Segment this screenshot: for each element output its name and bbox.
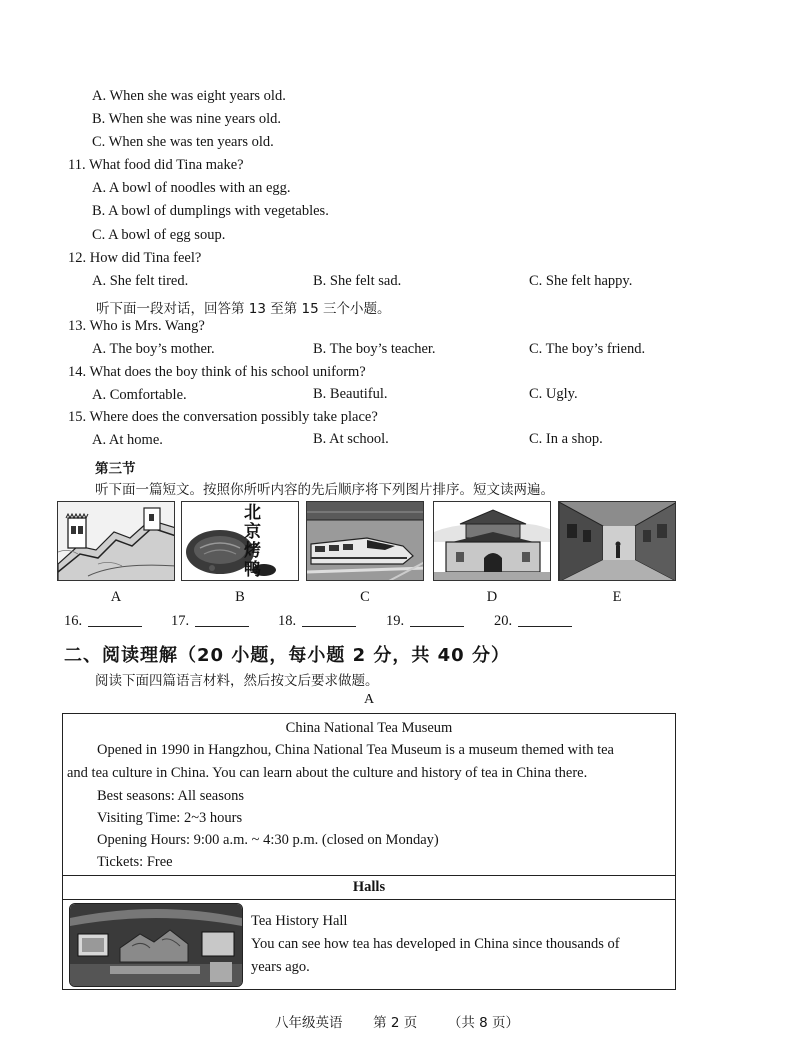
q11-option-c: C. A bowl of egg soup. [92, 227, 226, 243]
q12-option-b: B. She felt sad. [313, 273, 402, 289]
picture-c-high-speed-train [306, 501, 424, 581]
footer-total-pages: （共 8 页） [447, 1015, 520, 1031]
q10-option-c: C. When she was ten years old. [92, 134, 274, 150]
blank-line [195, 625, 249, 627]
q14-question: 14. What does the boy think of his school uniform? [68, 364, 366, 380]
q13-option-a: A. The boy’s mother. [92, 341, 215, 357]
hall-desc-line2: years ago. [251, 959, 310, 975]
opening-hours: Opening Hours: 9:00 a.m. ~ 4:30 p.m. (closed on Monday) [97, 832, 439, 848]
blank-line [410, 625, 464, 627]
answer-number-16: 16. [64, 613, 83, 629]
answer-blank-20[interactable] [494, 613, 572, 630]
page-footer [0, 1011, 794, 1031]
tickets: Tickets: Free [97, 854, 173, 870]
q12-option-c: C. She felt happy. [529, 273, 633, 289]
tea-history-hall-photo [69, 903, 243, 987]
answer-blank-18[interactable] [278, 613, 356, 630]
picture-label-a: A [110, 589, 122, 605]
footer-grade-subject: 八年级英语 [274, 1015, 343, 1031]
picture-a-great-wall [57, 501, 175, 581]
q11-question: 11. What food did Tina make? [68, 157, 244, 173]
q15-question: 15. Where does the conversation possibly take place? [68, 409, 378, 425]
q14-option-b: B. Beautiful. [313, 386, 388, 402]
picture-label-e: E [612, 589, 622, 605]
picture-label-b: B [235, 589, 245, 605]
q15-option-c: C. In a shop. [529, 431, 603, 447]
museum-intro-line1: Opened in 1990 in Hangzhou, China National Tea Museum is a museum themed with tea [97, 742, 614, 758]
q10-option-b: B. When she was nine years old. [92, 111, 281, 127]
picture-d-gate-tower [433, 501, 551, 581]
q15-option-b: B. At school. [313, 431, 389, 447]
box-divider [63, 875, 675, 876]
answer-number-17: 17. [171, 613, 190, 629]
picture-b-peking-duck [181, 501, 299, 581]
footer-page-number: 第 2 页 [373, 1015, 418, 1031]
q10-option-a: A. When she was eight years old. [92, 88, 286, 104]
blank-line [302, 625, 356, 627]
picture-label-c: C [360, 589, 370, 605]
blank-line [518, 625, 572, 627]
answer-number-20: 20. [494, 613, 513, 629]
visiting-time: Visiting Time: 2~3 hours [97, 810, 243, 826]
answer-number-19: 19. [386, 613, 405, 629]
picture-e-hutong-street [558, 501, 676, 581]
museum-title: China National Tea Museum [285, 720, 453, 736]
box-divider [63, 899, 675, 900]
part2-heading: 二、阅读理解（20 小题，每小题 2 分，共 40 分） [64, 645, 510, 666]
q11-option-b: B. A bowl of dumplings with vegetables. [92, 203, 329, 219]
dialogue-instruction: 听下面一段对话，回答第 13 至第 15 三个小题。 [96, 301, 391, 317]
peking-duck-calligraphy: 北京烤鸭 [244, 503, 261, 580]
q13-option-c: C. The boy’s friend. [529, 341, 646, 357]
hall-name: Tea History Hall [251, 913, 348, 929]
answer-blank-19[interactable] [386, 613, 464, 630]
part2-instruction: 阅读下面四篇语言材料，然后按文后要求做题。 [95, 673, 379, 689]
museum-intro-line2: and tea culture in China. You can learn about the culture and history of tea in China there. [67, 765, 588, 781]
q15-option-a: A. At home. [92, 432, 163, 448]
answer-blank-16[interactable] [64, 613, 142, 630]
picture-label-d: D [486, 589, 498, 605]
passage-label: A [364, 692, 375, 707]
q14-option-a: A. Comfortable. [92, 387, 187, 403]
q14-option-c: C. Ugly. [529, 386, 578, 402]
answer-number-18: 18. [278, 613, 297, 629]
section3-title: 第三节 [95, 461, 136, 477]
halls-heading: Halls [352, 879, 386, 895]
hall-desc-line1: You can see how tea has developed in China since thousands of [251, 936, 620, 952]
q13-option-b: B. The boy’s teacher. [313, 341, 436, 357]
q12-question: 12. How did Tina feel? [68, 250, 202, 266]
best-seasons: Best seasons: All seasons [97, 788, 245, 804]
blank-line [88, 625, 142, 627]
q11-option-a: A. A bowl of noodles with an egg. [92, 180, 291, 196]
section3-instruction: 听下面一篇短文。按照你所听内容的先后顺序将下列图片排序。短文读两遍。 [95, 482, 554, 498]
q12-option-a: A. She felt tired. [92, 273, 189, 289]
answer-blank-17[interactable] [171, 613, 249, 630]
q13-question: 13. Who is Mrs. Wang? [68, 318, 205, 334]
museum-info-box [62, 713, 676, 990]
